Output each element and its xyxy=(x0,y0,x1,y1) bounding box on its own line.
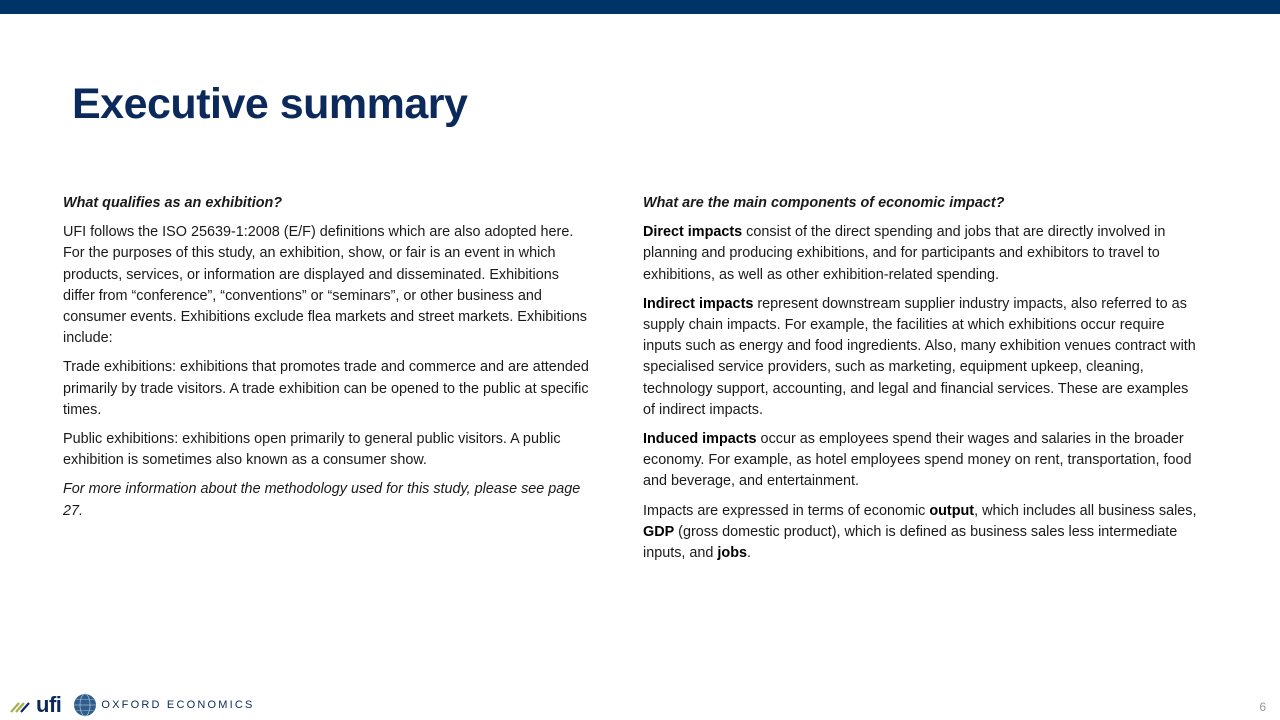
ufi-logo-text: ufi xyxy=(36,692,62,717)
summary-text-c: (gross domestic product), which is defined as business sales less intermediate inputs, and xyxy=(643,523,1178,562)
output-term: output xyxy=(929,502,975,519)
induced-impacts-text: occur as employees spend their wages and salaries in the broader economy. For example, as hotel employees spend money on rent, transportation, food and beverage, and entertainment. xyxy=(643,431,1192,490)
left-heading: What qualifies as an exhibition? xyxy=(63,195,283,211)
trade-exhibitions-paragraph: Trade exhibitions: exhibitions that promotes trade and commerce and are attended primarily by trade visitors. A trade exhibition can be opened to the public at specific times. xyxy=(63,359,589,418)
right-heading: What are the main components of economic impact? xyxy=(643,195,1005,211)
induced-impacts-term: Induced impacts xyxy=(643,431,757,448)
impact-measures-paragraph xyxy=(643,501,1203,565)
footer-logos xyxy=(10,692,255,718)
page-number: 6 xyxy=(1259,700,1266,714)
definition-paragraph: UFI follows the ISO 25639-1:2008 (E/F) definitions which are also adopted here. For the purposes of this study, an exhibition, show, or fair is an event in which products, services, or information are displayed and disseminated. Exhibitions differ from “conference”, “conventions” or “seminars”, or other business and consumer events. Exhibitions exclude flea markets and street markets. Exhibitions include: xyxy=(63,224,587,347)
ufi-swoosh-icon xyxy=(10,696,34,714)
direct-impacts-paragraph xyxy=(643,222,1203,286)
direct-impacts-term: Direct impacts xyxy=(643,224,743,241)
summary-text-a: Impacts are expressed in terms of economic xyxy=(643,502,930,519)
gdp-term: GDP xyxy=(643,523,675,540)
summary-text-b: , which includes all business sales, xyxy=(974,502,1197,519)
indirect-impacts-text: represent downstream supplier industry impacts, also referred to as supply chain impacts. For example, the facilities at which exhibitions occur require inputs such as energy and food ingredients. Also, many exhibition venues contract with specialised service providers, such as marketing, equipment upkeep, cleaning, technology support, accounting, and legal and financial services. These are examples of indirect impacts. xyxy=(643,295,1196,418)
top-accent-bar xyxy=(0,0,1280,14)
ufi-logo xyxy=(10,692,61,718)
oxford-economics-logo-text: OXFORD ECONOMICS xyxy=(101,699,255,711)
left-column xyxy=(63,193,593,530)
summary-text-d: . xyxy=(747,545,751,562)
methodology-note: For more information about the methodology used for this study, please see page 27. xyxy=(63,481,581,519)
public-exhibitions-paragraph: Public exhibitions: exhibitions open primarily to general public visitors. A public exhibition is sometimes also known as a consumer show. xyxy=(63,431,561,469)
right-column xyxy=(643,193,1203,572)
globe-icon xyxy=(73,693,97,717)
jobs-term: jobs xyxy=(717,545,747,562)
indirect-impacts-paragraph xyxy=(643,294,1203,421)
oxford-economics-logo xyxy=(73,693,254,717)
page-title: Executive summary xyxy=(72,80,468,128)
indirect-impacts-term: Indirect impacts xyxy=(643,295,754,312)
direct-impacts-text: consist of the direct spending and jobs that are directly involved in planning and producing exhibitions, and for participants and exhibitors to travel to exhibitions, as well as other exhibition-related spending. xyxy=(643,224,1166,283)
induced-impacts-paragraph xyxy=(643,429,1203,493)
